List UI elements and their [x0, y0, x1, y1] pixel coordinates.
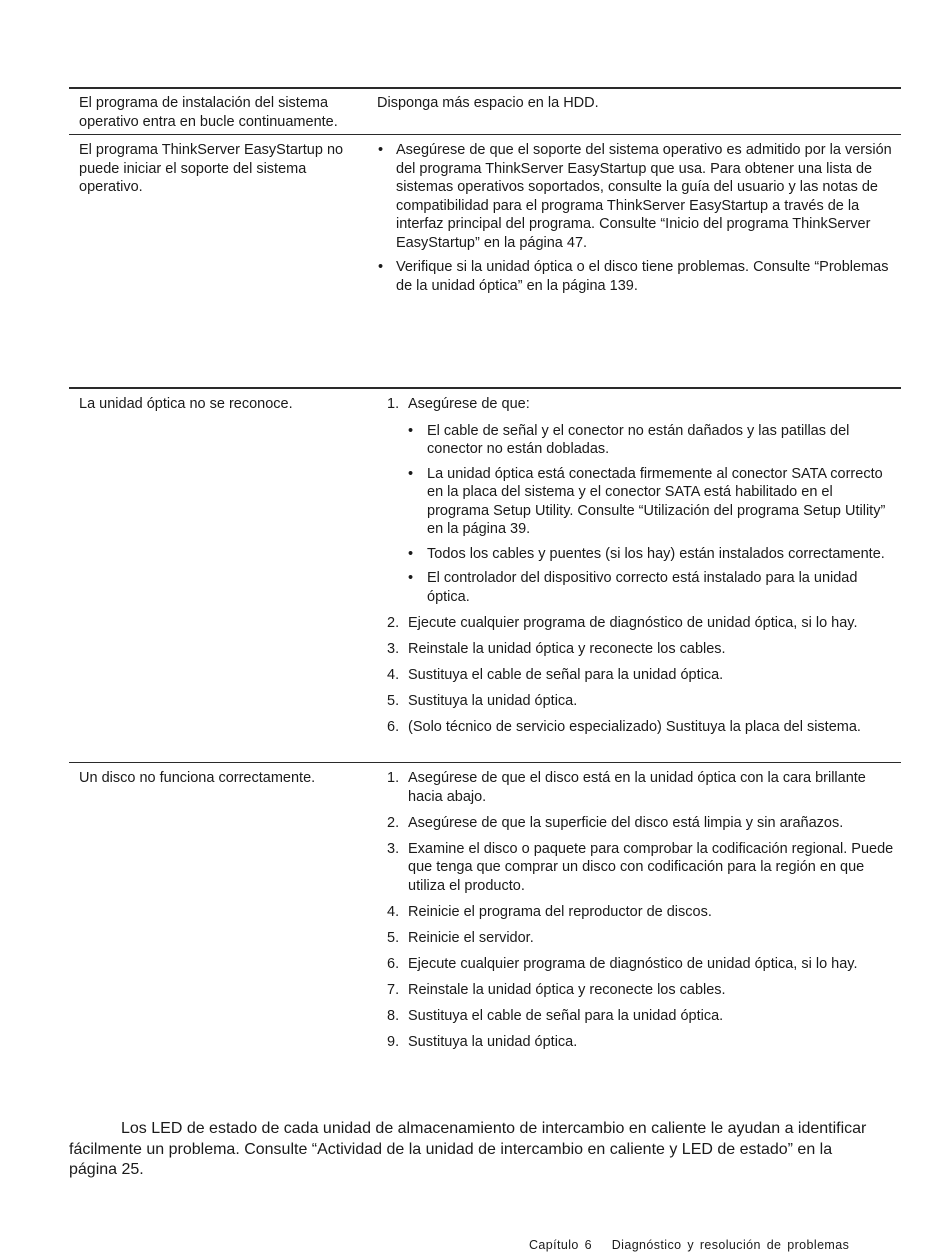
step-text: Reinstale la unidad óptica y reconecte los cables.: [408, 981, 726, 998]
step-number: 6.: [387, 718, 400, 735]
row-divider: [69, 762, 901, 763]
step-number: 7.: [387, 981, 400, 998]
list-item: [377, 840, 897, 896]
step-text: Asegúrese de que la superficie del disco está limpia y sin arañazos.: [408, 814, 844, 831]
step-text: Sustituya el cable de señal para la unidad óptica.: [408, 666, 724, 683]
problem-text: Un disco no funciona correctamente.: [79, 770, 316, 786]
problem-cell: [79, 395, 364, 414]
list-item: [377, 718, 897, 737]
list-item: [377, 814, 897, 833]
list-item: [377, 395, 897, 606]
table-top-rule: [69, 87, 901, 89]
list-item: • El controlador del dispositivo correcto está instalado para la unidad óptica.: [377, 569, 897, 606]
list-item: [377, 1007, 897, 1026]
list-item: [377, 929, 897, 948]
step-text: Ejecute cualquier programa de diagnóstico de unidad óptica, si lo hay.: [408, 614, 858, 631]
step-text: Sustituya la unidad óptica.: [408, 692, 578, 709]
list-item: • Asegúrese de que el soporte del sistema operativo es admitido por la versión del programa ThinkServer EasyStartup que usa. Para obtener una lista de sistemas operativos soportados, consulte la guía del usuario y las notas de compatibilidad para el programa ThinkServer EasyStartup a través de la interfaz principal del programa. Consulte “Inicio del programa ThinkServer EasyStartup” en la página 47.: [377, 141, 897, 252]
step-text: Reinicie el servidor.: [408, 929, 534, 946]
problem-text: La unidad óptica no se reconoce.: [79, 396, 293, 412]
action-cell: [377, 94, 897, 113]
step-number: 5.: [387, 929, 400, 946]
step-text: Ejecute cualquier programa de diagnóstico de unidad óptica, si lo hay.: [408, 955, 858, 972]
sub-list: [377, 422, 897, 607]
list-item: [377, 981, 897, 1000]
action-cell: [377, 141, 897, 301]
step-text: Asegúrese de que:: [408, 396, 530, 412]
step-text: Sustituya la unidad óptica.: [408, 1033, 578, 1050]
footer-title: Diagnóstico y resolución de problemas: [611, 1238, 850, 1252]
action-cell: [377, 395, 897, 744]
step-number: 1.: [387, 770, 400, 786]
footer-chapter: Capítulo 6: [529, 1238, 592, 1252]
problem-cell: [79, 769, 364, 788]
list-item: [377, 640, 897, 659]
list-item: [377, 666, 897, 685]
action-text: Disponga más espacio en la HDD.: [377, 95, 599, 111]
step-text: (Solo técnico de servicio especializado) Sustituya la placa del sistema.: [408, 718, 861, 735]
problem-text: El programa ThinkServer EasyStartup no puede iniciar el soporte del sistema operativo.: [79, 142, 344, 195]
problem-text: El programa de instalación del sistema operativo entra en bucle continuamente.: [79, 95, 338, 130]
action-cell: [377, 769, 897, 1059]
step-number: 2.: [387, 814, 400, 831]
table-top-rule: [69, 387, 901, 389]
step-number: 1.: [387, 396, 400, 412]
step-number: 5.: [387, 692, 400, 709]
step-text: Reinstale la unidad óptica y reconecte los cables.: [408, 640, 726, 657]
step-number: 4.: [387, 903, 400, 920]
list-item: [377, 769, 897, 806]
step-number: 3.: [387, 840, 400, 857]
list-item: [377, 955, 897, 974]
list-item: [377, 614, 897, 633]
problem-cell: [79, 141, 364, 197]
list-item: • La unidad óptica está conectada firmemente al conector SATA correcto en la placa del sistema y el conector SATA está habilitado en el programa Setup Utility. Consulte “Utilización del programa Setup Utility” en la página 39.: [377, 465, 897, 539]
list-item: [377, 692, 897, 711]
list-item: • Verifique si la unidad óptica o el disco tiene problemas. Consulte “Problemas de la unidad óptica” en la página 139.: [377, 258, 897, 295]
step-text: Sustituya el cable de señal para la unidad óptica.: [408, 1007, 724, 1024]
list-item: • El cable de señal y el conector no están dañados y las patillas del conector no están dobladas.: [377, 422, 897, 459]
problem-cell: [79, 94, 364, 131]
step-text: Asegúrese de que el disco está en la unidad óptica con la cara brillante hacia abajo.: [408, 770, 866, 805]
step-text: Examine el disco o paquete para comprobar la codificación regional. Puede que tenga que comprar un disco con codificación para la región en que utiliza el producto.: [408, 840, 894, 894]
list-item: [377, 1033, 897, 1052]
step-text: Reinicie el programa del reproductor de discos.: [408, 903, 712, 920]
row-divider: [69, 134, 901, 135]
step-number: 3.: [387, 640, 400, 657]
step-number: 4.: [387, 666, 400, 683]
step-number: 8.: [387, 1007, 400, 1024]
list-item: • Todos los cables y puentes (si los hay) están instalados correctamente.: [377, 545, 897, 564]
step-number: 9.: [387, 1033, 400, 1050]
body-paragraph: Los LED de estado de cada unidad de almacenamiento de intercambio en caliente le ayudan a identificar fácilmente un problema. Consulte “Actividad de la unidad de intercambio en caliente y LED de estado” en la página 25.: [69, 1120, 867, 1178]
step-number: 6.: [387, 955, 400, 972]
step-number: 2.: [387, 614, 400, 631]
page-footer: [529, 1238, 849, 1252]
list-item: [377, 903, 897, 922]
